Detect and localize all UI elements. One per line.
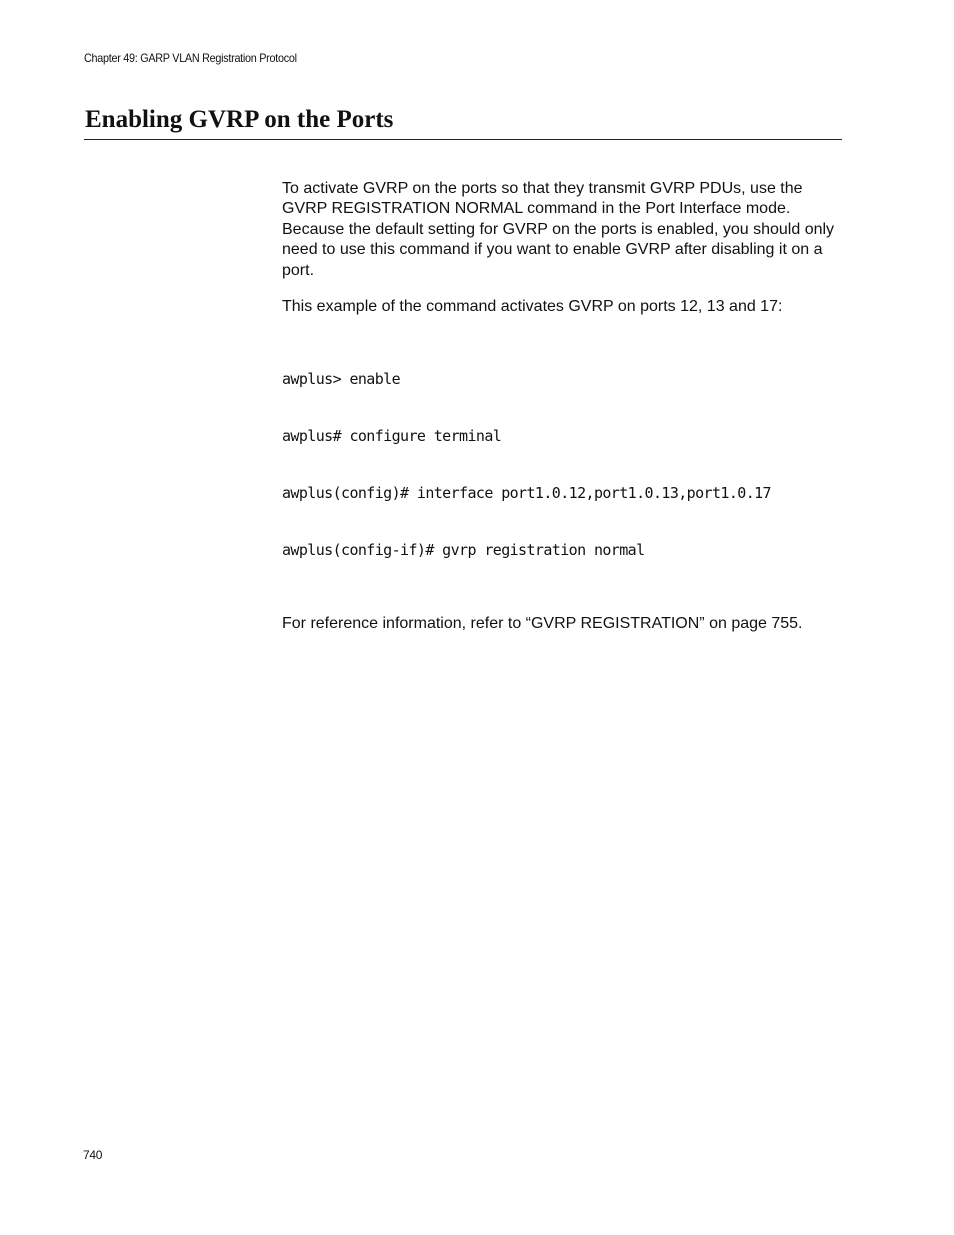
- section-title: Enabling GVRP on the Ports: [85, 106, 394, 133]
- code-line: awplus# configure terminal: [282, 427, 502, 446]
- code-line: awplus> enable: [282, 370, 401, 389]
- reference-paragraph: For reference information, refer to “GVRP REGISTRATION” on page 755.: [282, 615, 803, 633]
- example-paragraph: This example of the command activates GVRP on ports 12, 13 and 17:: [282, 298, 783, 316]
- code-line: awplus(config-if)# gvrp registration normal: [282, 541, 645, 560]
- running-header: Chapter 49: GARP VLAN Registration Protocol: [84, 51, 297, 65]
- page-number: 740: [83, 1148, 103, 1162]
- code-line: awplus(config)# interface port1.0.12,port1.0.13,port1.0.17: [282, 484, 771, 503]
- body-content: [282, 179, 848, 635]
- title-divider: [84, 139, 842, 140]
- intro-paragraph: To activate GVRP on the ports so that they transmit GVRP PDUs, use the GVRP REGISTRATION NORMAL command in the Port Interface mode. Because the default setting for GVRP on the ports is enabled, you should only need to use this command if you want to enable GVRP after disabling it on a port.: [282, 180, 835, 279]
- code-example: [282, 332, 848, 598]
